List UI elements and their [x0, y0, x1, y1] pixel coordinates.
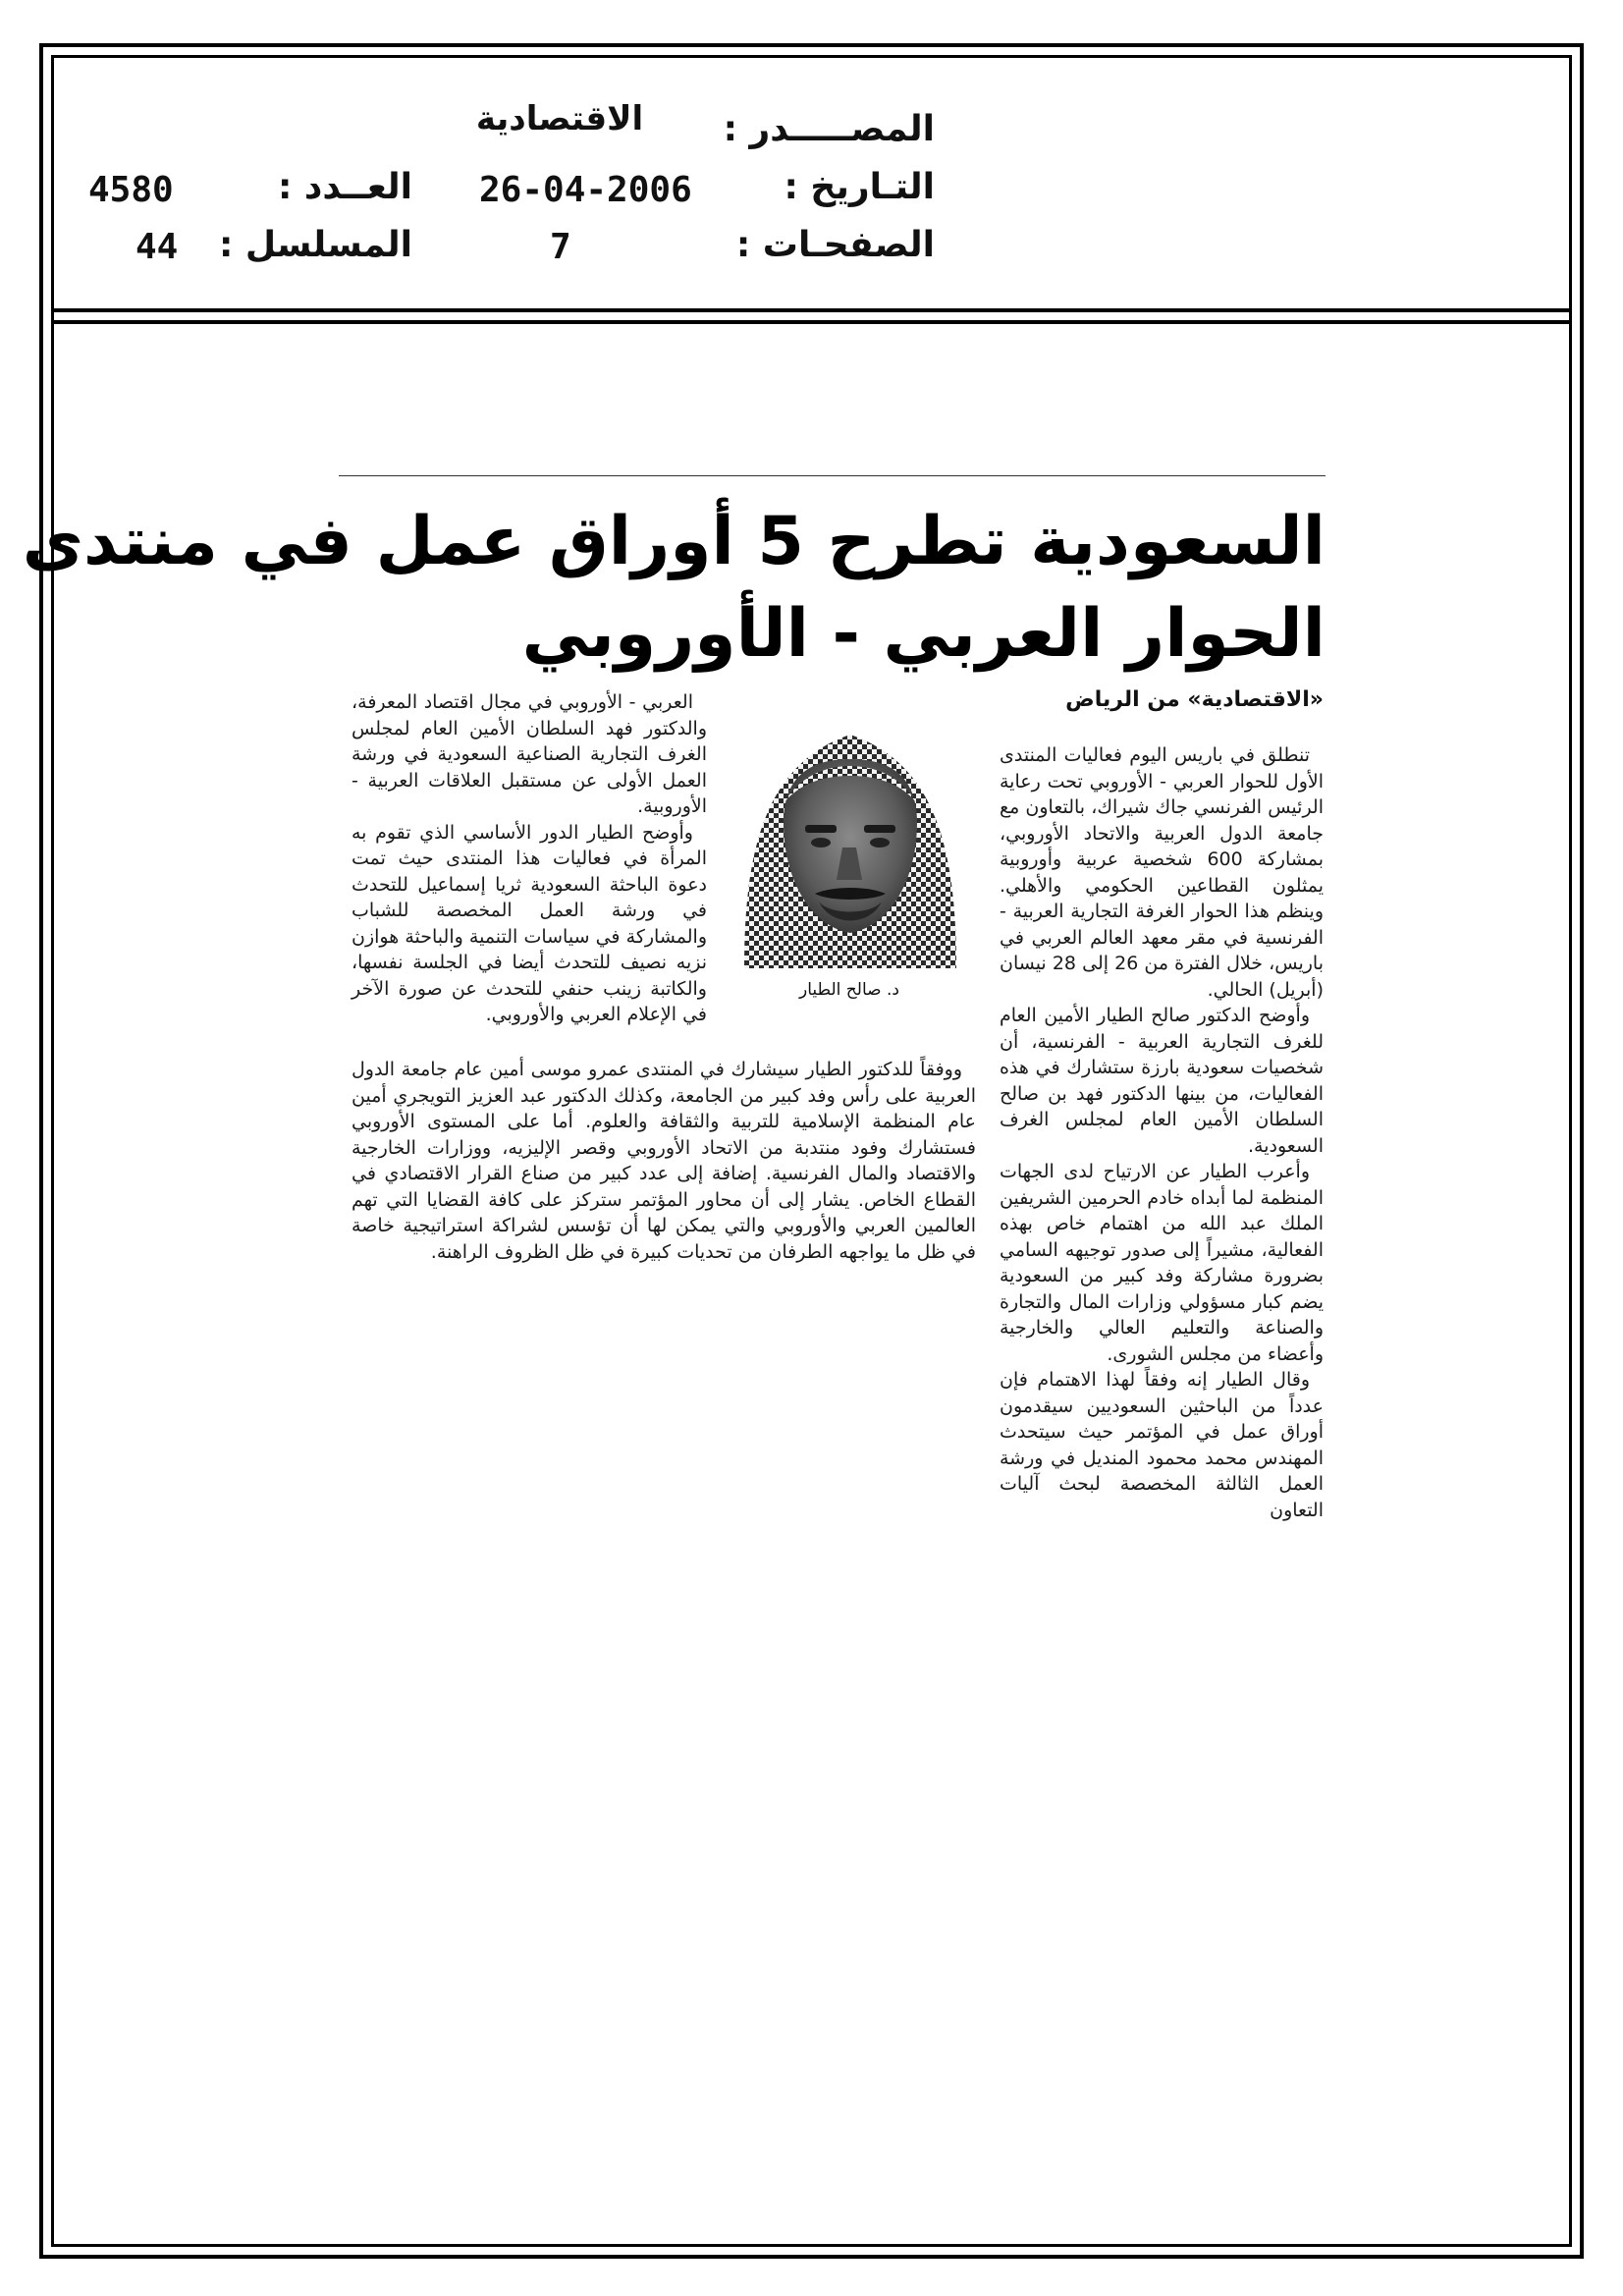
pages-label: الصفحـات :	[735, 225, 935, 265]
issue-label: العــدد :	[278, 167, 412, 207]
author-photo	[725, 705, 976, 968]
source-value: الاقتصادية	[475, 99, 644, 138]
issue-value: 4580	[88, 170, 174, 210]
serial-value: 44	[135, 227, 179, 267]
paragraph: وقال الطيار إنه وفقاً لهذا الاهتمام فإن عدداً من الباحثين السعوديين سيقدمون أوراق عمل في المؤتمر حيث سيتحدث المهندس محمد محمود المنديل في ورشة العمل الثالثة المخصصة لبحث آليات التعاون	[1000, 1369, 1324, 1521]
article-byline: «الاقتصادية» من الرياض	[1065, 687, 1324, 712]
article-column-bottom	[352, 1057, 976, 1265]
paragraph: ووفقاً للدكتور الطيار سيشارك في المنتدى عمرو موسى أمين عام جامعة الدول العربية على رأس وفد كبير من الجامعة، وكذلك الدكتور عبد العزيز التويجري أمين عام المنظمة الإسلامية للتربية والثقافة والعلوم. أما على المستوى الأوروبي فستشارك وفود منتدبة من الاتحاد الأوروبي وقصر الإليزيه، ووزارات الخارجية والاقتصاد والمال الفرنسية. إضافة إلى عدد كبير من صناع القرار الاقتصادي في القطاع الخاص. يشار إلى أن محاور المؤتمر ستركز على كافة القضايا التي تهم العالمين العربي والأوروبي والتي يمكن لها أن تؤسس لشراكة استراتيجية خاصة في ظل ما يواجهه الطرفان من تحديات كبيرة في ظل الظروف الراهنة.	[352, 1059, 976, 1263]
headline-line-2: الحوار العربي - الأوروبي	[521, 595, 1325, 673]
photo-caption: د. صالح الطيار	[799, 980, 899, 1000]
article-column-right	[1000, 742, 1324, 1523]
portrait-illustration	[725, 705, 976, 968]
date-value: 26-04-2006	[479, 170, 692, 210]
header-divider-top	[51, 308, 1572, 312]
pages-value: 7	[550, 227, 571, 267]
date-label: التـاريخ :	[784, 167, 935, 207]
paragraph: تنطلق في باريس اليوم فعاليات المنتدى الأول للحوار العربي - الأوروبي تحت رعاية الرئيس الفرنسي جاك شيراك، بالتعاون مع جامعة الدول العربية والاتحاد الأوروبي، بمشاركة 600 شخصية عربية وأوروبية يمثلون القطاعين الحكومي والأهلي. وينظم هذا الحوار الغرفة التجارية العربية - الفرنسية في مقر معهد العالم العربي في باريس، خلال الفترة من 26 إلى 28 نيسان (أبريل) الحالي.	[1000, 744, 1324, 1001]
serial-label: المسلسل :	[218, 225, 412, 265]
paragraph: وأعرب الطيار عن الارتياح لدى الجهات المنظمة لما أبداه خادم الحرمين الشريفين الملك عبد الله من اهتمام خاص بهذه الفعالية، مشيراً إلى صدور توجيهه السامي بضرورة مشاركة وفد كبير من السعودية يضم كبار مسؤولي وزارات المال والتجارة والصناعة والتعليم العالي والخارجية وأعضاء من مجلس الشورى.	[1000, 1161, 1324, 1365]
paragraph: وأوضح الدكتور صالح الطيار الأمين العام للغرف التجارية العربية - الفرنسية، أن شخصيات سعودية بارزة ستشارك في هذه الفعاليات، من بينها الدكتور فهد بن صالح السلطان الأمين العام لمجلس الغرف السعودية.	[1000, 1005, 1324, 1157]
header-divider-bottom	[51, 320, 1572, 324]
paragraph: العربي - الأوروبي في مجال اقتصاد المعرفة، والدكتور فهد السلطان الأمين العام لمجلس الغرف التجارية الصناعية السعودية في ورشة العمل الأولى عن مستقبل العلاقات العربية - الأوروبية.	[352, 691, 707, 817]
headline-line-1: السعودية تطرح 5 أوراق عمل في منتدى	[22, 503, 1325, 580]
source-label: المصـــــدر :	[723, 109, 935, 149]
paragraph: وأوضح الطيار الدور الأساسي الذي تقوم به المرأة في فعاليات هذا المنتدى حيث تمت دعوة الباحثة السعودية ثريا إسماعيل للتحدث في ورشة العمل المخصصة للشباب والمشاركة في سياسات التنمية والباحثة هوازن نزيه نصيف للتحدث أيضا في الجلسة نفسها، والكاتبة زينب حنفي للتحدث عن صورة الآخر في الإعلام العربي والأوروبي.	[352, 821, 707, 1025]
article-column-left	[352, 689, 707, 1028]
article-top-rule	[339, 475, 1325, 476]
